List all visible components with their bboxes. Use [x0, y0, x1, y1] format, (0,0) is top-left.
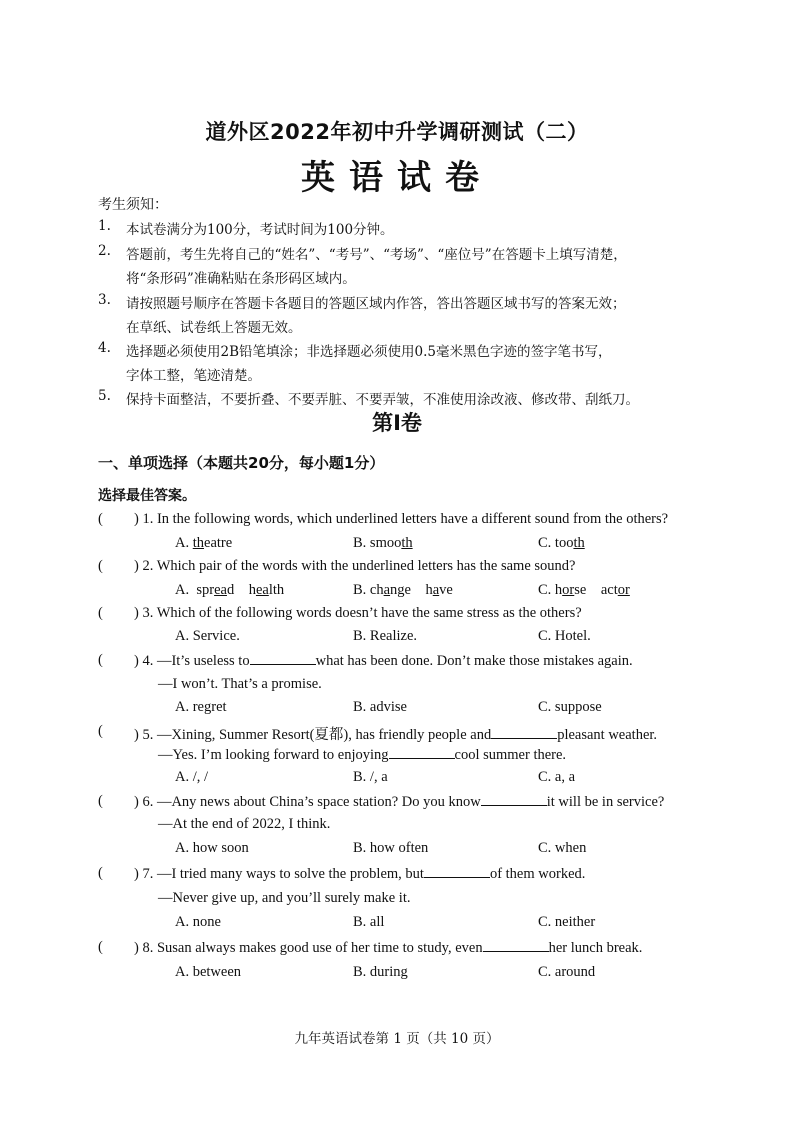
section-title: 一、单项选择（本题共20分，每小题1分）	[98, 454, 385, 472]
question-stem: ) 6. —Any news about China’s space station? Do you know it will be in service?	[134, 794, 665, 810]
notice-num: 1.	[98, 218, 111, 234]
option-b: B. how often	[353, 840, 429, 856]
option-a: A. Service.	[175, 628, 240, 644]
answer-paren[interactable]: (	[98, 511, 103, 527]
answer-paren[interactable]: (	[98, 652, 103, 668]
option-b: B. advise	[353, 699, 407, 715]
option-c: C. Hotel.	[538, 628, 591, 644]
notice-num: 2.	[98, 243, 111, 259]
answer-paren[interactable]: (	[98, 605, 103, 621]
volume-title: 第I卷	[372, 411, 422, 435]
option-c: C. when	[538, 840, 587, 856]
option-a: A. spread health	[175, 582, 285, 598]
question-stem: ) 8. Susan always makes good use of her time to study, even her lunch break.	[134, 940, 643, 956]
option-b: B. /, a	[353, 769, 388, 785]
option-a: A. how soon	[175, 840, 249, 856]
option-a: A. between	[175, 964, 242, 980]
answer-paren[interactable]: (	[98, 723, 103, 739]
question-stem: ) 2. Which pair of the words with the underlined letters has the same sound?	[134, 558, 576, 574]
notice-line: 保持卡面整洁，不要折叠、不要弄脏、不要弄皱，不准使用涂改液、修改带、刮纸刀。	[126, 392, 639, 408]
answer-blank[interactable]	[250, 652, 316, 665]
option-a: A. none	[175, 914, 221, 930]
notice-line: 选择题必须使用2B铅笔填涂；非选择题必须使用0.5毫米黑色字迹的签字笔书写，	[126, 344, 612, 360]
answer-paren[interactable]: (	[98, 865, 103, 881]
answer-blank[interactable]	[483, 939, 549, 952]
option-c: C. around	[538, 964, 596, 980]
notice-line: 本试卷满分为100分，考试时间为100分钟。	[126, 222, 394, 238]
option-b: B. change have	[353, 582, 453, 598]
option-c: C. neither	[538, 914, 596, 930]
option-b: B. Realize.	[353, 628, 418, 644]
answer-paren[interactable]: (	[98, 558, 103, 574]
section-instruction: 选择最佳答案。	[98, 488, 196, 504]
question-stem: ) 5. —Xining, Summer Resort(夏都), has friendly people and pleasant weather.	[134, 727, 658, 743]
option-a: A. theatre	[175, 535, 233, 551]
notice-num: 4.	[98, 340, 111, 356]
option-b: B. smooth	[353, 535, 413, 551]
notice-line: 将“条形码”准确粘贴在条形码区域内。	[126, 271, 356, 287]
answer-paren[interactable]: (	[98, 939, 103, 955]
question-stem: ) 4. —It’s useless to what has been done. Don’t make those mistakes again.	[134, 653, 633, 669]
question-stem: ) 7. —I tried many ways to solve the problem, but of them worked.	[134, 866, 586, 882]
question-stem: ) 1. In the following words, which underlined letters have a different sound from the others?	[134, 511, 669, 527]
dialogue-reply: —I won’t. That’s a promise.	[158, 676, 322, 692]
dialogue-reply: —Never give up, and you’ll surely make it.	[158, 890, 411, 906]
notice-line: 请按照题号顺序在答题卡各题目的答题区域内作答，答出答题区域书写的答案无效；	[126, 296, 626, 312]
answer-paren[interactable]: (	[98, 793, 103, 809]
option-c: C. a, a	[538, 769, 576, 785]
notice-line: 答题前，考生先将自己的“姓名”、“考号”、“考场”、“座位号”在答题卡上填写清楚，	[126, 247, 627, 263]
page-footer: 九年英语试卷第 1 页（共 10 页）	[294, 1031, 500, 1047]
option-b: B. all	[353, 914, 385, 930]
notice-num: 5.	[98, 388, 111, 404]
option-a: A. regret	[175, 699, 227, 715]
notice-line: 字体工整，笔迹清楚。	[126, 368, 261, 384]
answer-blank[interactable]	[424, 865, 490, 878]
option-c: C. horse actor	[538, 582, 630, 598]
option-a: A. /, /	[175, 769, 209, 785]
option-b: B. during	[353, 964, 408, 980]
option-c: C. tooth	[538, 535, 585, 551]
notice-line: 在草纸、试卷纸上答题无效。	[126, 320, 302, 336]
answer-blank[interactable]	[491, 726, 557, 739]
answer-blank[interactable]	[481, 793, 547, 806]
dialogue-reply: —Yes. I’m looking forward to enjoying cool summer there.	[158, 747, 567, 763]
option-c: C. suppose	[538, 699, 602, 715]
notice-heading: 考生须知：	[98, 197, 168, 213]
exam-subject-title: 英语试卷	[301, 158, 493, 198]
notice-num: 3.	[98, 292, 111, 308]
answer-blank[interactable]	[389, 746, 455, 759]
exam-title: 道外区2022年初中升学调研测试（二）	[205, 120, 589, 144]
dialogue-reply: —At the end of 2022, I think.	[158, 816, 331, 832]
question-stem: ) 3. Which of the following words doesn’t have the same stress as the others?	[134, 605, 582, 621]
